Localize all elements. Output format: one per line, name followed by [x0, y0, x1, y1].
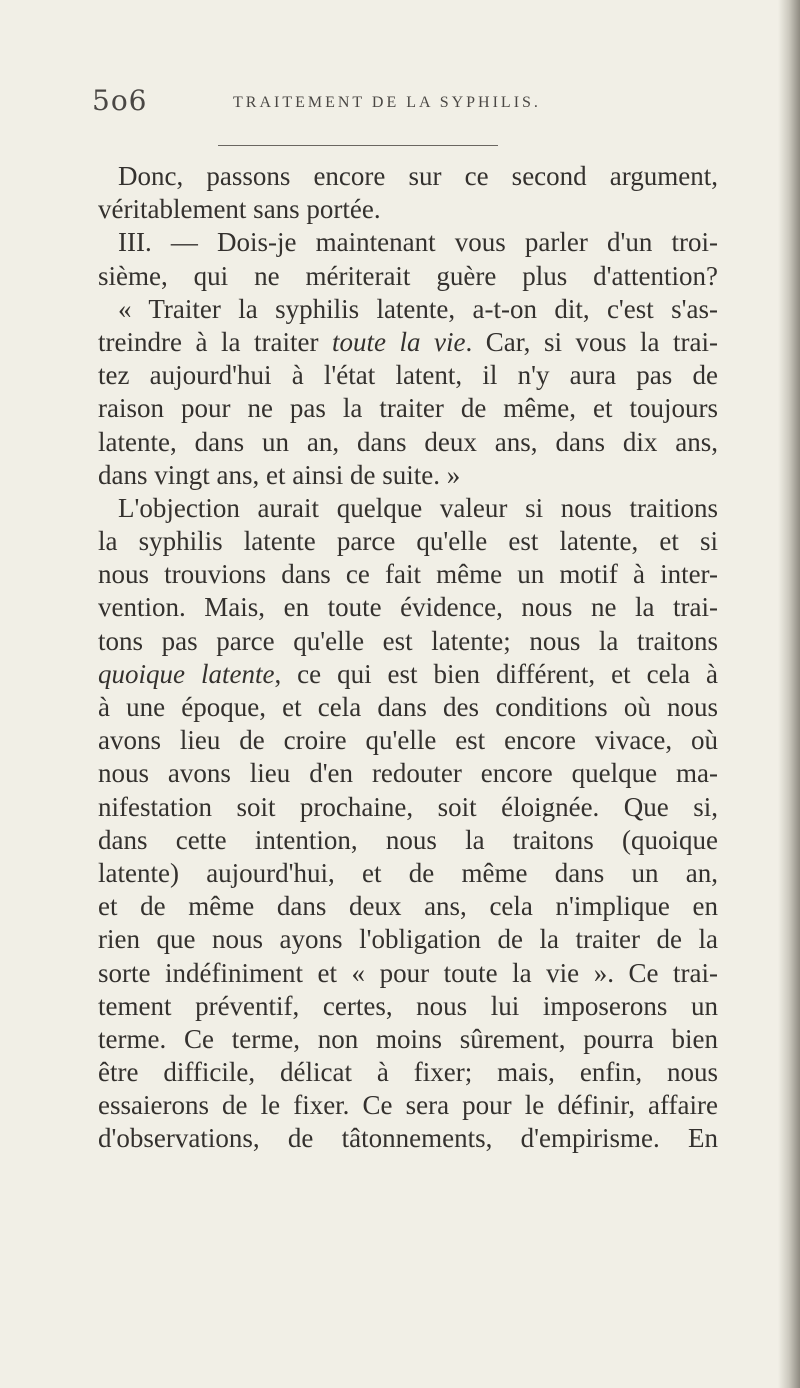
- text-line: essaierons de le fixer. Ce sera pour le définir, affaire: [98, 1090, 718, 1121]
- text-line: Donc, passons encore sur ce second argument,: [118, 161, 718, 191]
- text-line: être difficile, délicat à fixer; mais, enfin, nous: [98, 1057, 718, 1088]
- text-line: tement préventif, certes, nous lui imposerons un: [98, 990, 718, 1021]
- text-line: tez aujourd'hui à l'état latent, il n'y aura pas de: [98, 360, 718, 391]
- italic-phrase: quoique latente: [98, 658, 275, 689]
- body-text: [98, 160, 718, 1156]
- text-line: dans cette intention, nous la traitons (quoique: [98, 824, 718, 855]
- text-line: [98, 658, 718, 691]
- text-line: tons pas parce qu'elle est latente; nous la traitons: [98, 625, 718, 656]
- page-number: 5o6: [92, 84, 148, 117]
- text-line: nifestation soit prochaine, soit éloignée. Que si,: [98, 791, 718, 822]
- text-line: sième, qui ne mériterait guère plus d'attention?: [98, 260, 718, 291]
- text-line: [98, 326, 718, 359]
- text-line: terme. Ce terme, non moins sûrement, pourra bien: [98, 1023, 718, 1054]
- text-line: nous trouvions dans ce fait même un motif à inter-: [98, 559, 718, 590]
- text-line: la syphilis latente parce qu'elle est latente, et si: [98, 526, 718, 557]
- italic-phrase: toute la vie: [331, 326, 466, 357]
- text-run: . Car, si vous la trai-: [465, 326, 718, 357]
- header-rule: [218, 145, 498, 146]
- running-head: TRAITEMENT DE LA SYPHILIS.: [233, 94, 541, 111]
- text-line: vention. Mais, en toute évidence, nous ne la trai-: [98, 592, 718, 623]
- text-line: rien que nous ayons l'obligation de la traiter de la: [98, 924, 718, 955]
- text-line: et de même dans deux ans, cela n'implique en: [98, 891, 718, 922]
- text-line: L'objection aurait quelque valeur si nous traitions: [118, 492, 718, 523]
- text-line: avons lieu de croire qu'elle est encore vivace, où: [98, 725, 718, 756]
- text-line: raison pour ne pas la traiter de même, et toujours: [98, 393, 718, 424]
- text-run: , ce qui est bien différent, et cela à: [274, 658, 718, 689]
- text-line: « Traiter la syphilis latente, a-t-on dit, c'est s'as-: [118, 293, 718, 324]
- text-run: treindre à la traiter: [98, 326, 332, 357]
- text-line: d'observations, de tâtonnements, d'empirisme. En: [98, 1123, 718, 1154]
- text-line: latente, dans un an, dans deux ans, dans dix ans,: [98, 426, 718, 457]
- text-line: sorte indéfiniment et « pour toute la vie ». Ce trai-: [98, 957, 718, 988]
- text-line: latente) aujourd'hui, et de même dans un an,: [98, 857, 718, 888]
- text-line: véritablement sans portée.: [98, 194, 381, 225]
- text-line: à une époque, et cela dans des conditions où nous: [98, 692, 718, 722]
- page-edge-shadow: [778, 0, 800, 1388]
- text-line: dans vingt ans, et ainsi de suite. »: [98, 459, 461, 490]
- text-line: III. — Dois-je maintenant vous parler d'un troi-: [118, 227, 718, 258]
- text-line: nous avons lieu d'en redouter encore quelque ma-: [98, 758, 718, 789]
